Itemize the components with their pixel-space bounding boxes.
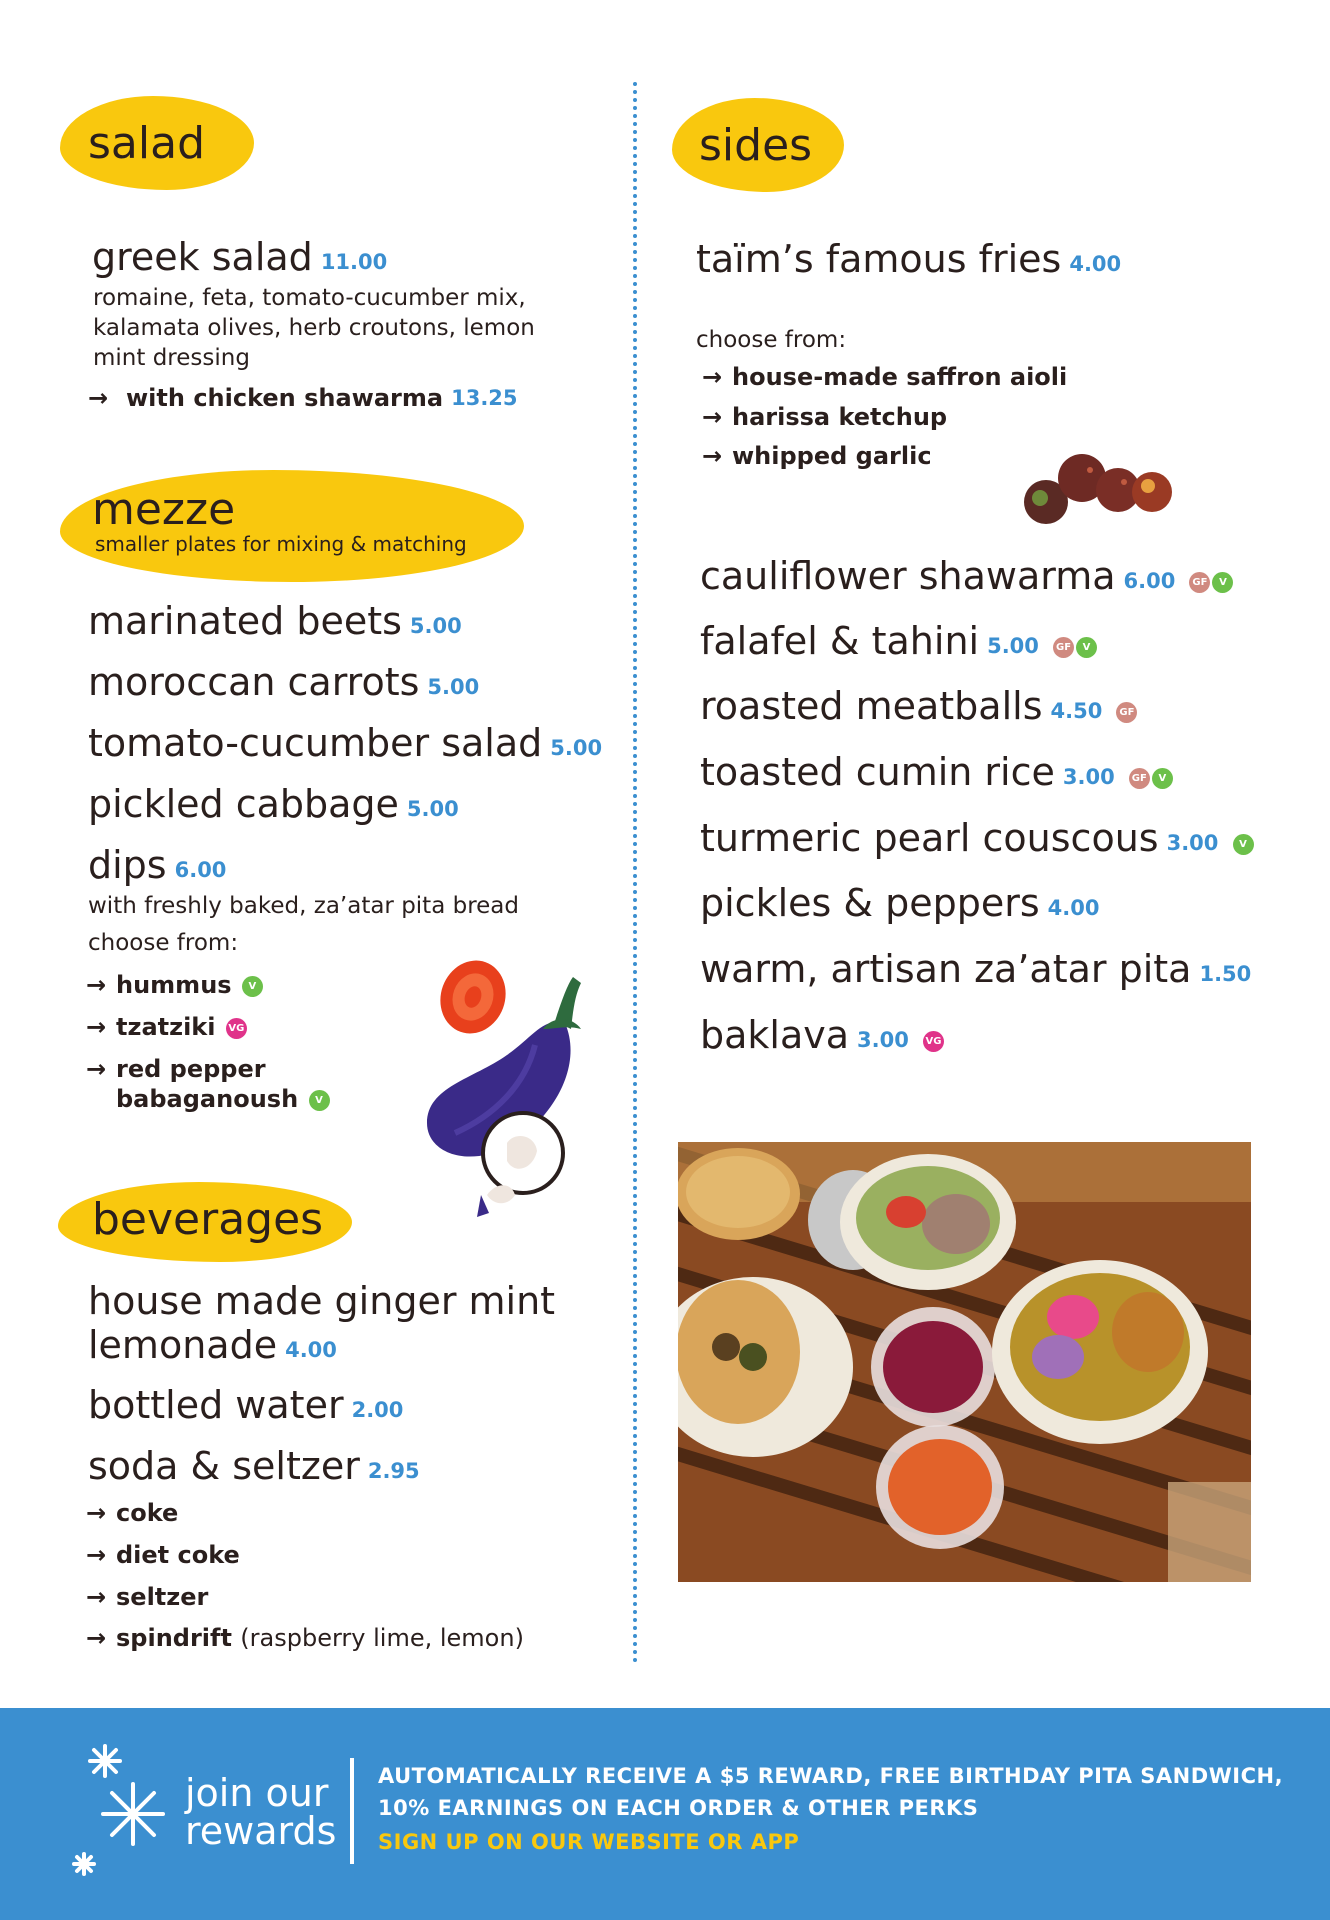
option-label: coke bbox=[116, 1499, 179, 1527]
item-price: 5.00 bbox=[427, 675, 480, 699]
menu-item-roasted-meatballs bbox=[700, 685, 1137, 729]
option-label: tzatziki bbox=[116, 1013, 216, 1041]
menu-item-dips bbox=[88, 844, 226, 888]
menu-item-tomato-cucumber-salad bbox=[88, 722, 602, 766]
item-name: pickled cabbage bbox=[88, 782, 399, 826]
menu-item-pickles-peppers bbox=[700, 882, 1099, 926]
item-price: 3.00 bbox=[1062, 765, 1115, 789]
sparkle-icon bbox=[70, 1744, 180, 1884]
menu-item-pickled-cabbage bbox=[88, 783, 459, 827]
sides-heading: sides bbox=[699, 120, 813, 171]
item-price: 4.00 bbox=[1047, 896, 1100, 920]
menu-item-soda-seltzer bbox=[88, 1445, 420, 1489]
vegetarian-badge-icon: V bbox=[242, 976, 263, 997]
arrow-icon: → bbox=[86, 1541, 107, 1569]
soda-option-coke bbox=[86, 1498, 178, 1528]
rewards-banner bbox=[0, 1708, 1330, 1920]
item-price: 2.00 bbox=[351, 1398, 404, 1422]
item-name: roasted meatballs bbox=[700, 684, 1043, 728]
menu-item-bottled-water bbox=[88, 1384, 403, 1428]
item-price: 3.00 bbox=[1166, 831, 1219, 855]
gluten-free-badge-icon: GF bbox=[1053, 637, 1074, 658]
column-divider bbox=[633, 82, 637, 1664]
vegetarian-badge-icon: V bbox=[1212, 572, 1233, 593]
rewards-text-line2: 10% EARNINGS ON EACH ORDER & OTHER PERKS bbox=[378, 1796, 979, 1820]
vegan-badge-icon: VG bbox=[923, 1031, 944, 1052]
item-name: dips bbox=[88, 843, 167, 887]
menu-item-falafel-tahini bbox=[700, 620, 1097, 664]
beverages-heading: beverages bbox=[92, 1194, 324, 1245]
option-label: house-made saffron aioli bbox=[732, 363, 1068, 391]
fries-choose-label: choose from: bbox=[696, 327, 847, 353]
mezze-heading: mezze bbox=[92, 484, 236, 535]
item-name: bottled water bbox=[88, 1383, 344, 1427]
rewards-text-line1: AUTOMATICALLY RECEIVE A $5 REWARD, FREE BIRTHDAY PITA SANDWICH, bbox=[378, 1764, 1284, 1788]
arrow-icon: → bbox=[86, 1055, 107, 1083]
item-name-line1: house made ginger mint bbox=[88, 1279, 556, 1323]
dip-option-tzatziki bbox=[86, 1012, 247, 1042]
fries-option-saffron-aioli bbox=[702, 362, 1067, 392]
falafel-meatballs-illustration bbox=[1020, 450, 1180, 530]
rewards-title-line1: join our bbox=[185, 1771, 329, 1815]
item-price: 5.00 bbox=[550, 736, 603, 760]
addon-label: with chicken shawarma bbox=[126, 384, 444, 412]
option-label: red pepper bbox=[116, 1055, 266, 1083]
menu-item-cauliflower-shawarma bbox=[700, 555, 1233, 599]
item-name: baklava bbox=[700, 1013, 850, 1057]
option-label-line2: babaganoush bbox=[116, 1085, 299, 1113]
menu-item-turmeric-pearl-couscous bbox=[700, 817, 1254, 861]
menu-item-moroccan-carrots bbox=[88, 661, 479, 705]
gluten-free-badge-icon: GF bbox=[1116, 702, 1137, 723]
addon-chicken-shawarma bbox=[88, 383, 518, 413]
arrow-icon: → bbox=[88, 384, 109, 412]
mushroom-icon bbox=[477, 1113, 563, 1217]
item-name: turmeric pearl couscous bbox=[700, 816, 1159, 860]
vegetarian-badge-icon: V bbox=[309, 1090, 330, 1111]
dip-option-babaganoush bbox=[86, 1054, 330, 1114]
item-price: 5.00 bbox=[987, 634, 1039, 658]
item-name: cauliflower shawarma bbox=[700, 554, 1116, 598]
item-name: soda & seltzer bbox=[88, 1444, 360, 1488]
item-name: falafel & tahini bbox=[700, 619, 980, 663]
greek-salad-description: romaine, feta, tomato-cucumber mix, kalamata olives, herb croutons, lemon mint dressing bbox=[93, 285, 535, 371]
item-price: 5.00 bbox=[406, 797, 459, 821]
item-name: tomato-cucumber salad bbox=[88, 721, 543, 765]
option-label: seltzer bbox=[116, 1583, 209, 1611]
item-name-line2: lemonade bbox=[88, 1322, 278, 1367]
dip-option-hummus bbox=[86, 970, 263, 1000]
menu-item-marinated-beets bbox=[88, 600, 462, 644]
item-name: marinated beets bbox=[88, 599, 402, 643]
tomato-icon bbox=[430, 955, 515, 1043]
vegetarian-badge-icon: V bbox=[1076, 637, 1097, 658]
item-price: 4.00 bbox=[285, 1337, 337, 1362]
arrow-icon: → bbox=[86, 1624, 107, 1652]
rewards-title bbox=[185, 1771, 337, 1853]
arrow-icon: → bbox=[86, 971, 107, 999]
item-name: taïm’s famous fries bbox=[696, 237, 1062, 281]
menu-item-baklava bbox=[700, 1014, 944, 1058]
item-name: moroccan carrots bbox=[88, 660, 420, 704]
vegan-badge-icon: VG bbox=[226, 1018, 247, 1039]
vegetarian-badge-icon: V bbox=[1152, 768, 1173, 789]
item-price: 5.00 bbox=[409, 614, 462, 638]
arrow-icon: → bbox=[86, 1583, 107, 1611]
item-name: warm, artisan za’atar pita bbox=[700, 947, 1192, 991]
soda-option-spindrift bbox=[86, 1623, 524, 1653]
item-price: 1.50 bbox=[1199, 962, 1252, 986]
item-price: 11.00 bbox=[320, 250, 388, 274]
option-label: spindrift bbox=[116, 1624, 232, 1652]
menu-item-ginger-mint-lemonade bbox=[88, 1280, 558, 1367]
item-price: 6.00 bbox=[174, 858, 227, 882]
menu-item-greek-salad bbox=[92, 236, 387, 280]
mezze-subheading: smaller plates for mixing & matching bbox=[95, 532, 467, 556]
menu-item-famous-fries bbox=[696, 238, 1121, 282]
arrow-icon: → bbox=[86, 1013, 107, 1041]
dips-description: with freshly baked, za’atar pita bread bbox=[88, 893, 520, 919]
salad-heading: salad bbox=[88, 118, 206, 169]
menu-item-toasted-cumin-rice bbox=[700, 751, 1173, 795]
option-label: hummus bbox=[116, 971, 232, 999]
soda-option-diet-coke bbox=[86, 1540, 240, 1570]
option-label: whipped garlic bbox=[732, 442, 932, 470]
menu-item-zaatar-pita bbox=[700, 948, 1251, 992]
dips-choose-label: choose from: bbox=[88, 930, 239, 956]
food-photo-illustration bbox=[678, 1142, 1251, 1582]
rewards-signup-link[interactable]: SIGN UP ON OUR WEBSITE OR APP bbox=[378, 1830, 800, 1854]
tomato-eggplant-illustration bbox=[415, 955, 585, 1235]
gluten-free-badge-icon: GF bbox=[1129, 768, 1150, 789]
option-label: diet coke bbox=[116, 1541, 240, 1569]
vegetarian-badge-icon: V bbox=[1233, 834, 1254, 855]
soda-option-seltzer bbox=[86, 1582, 208, 1612]
addon-price: 13.25 bbox=[451, 386, 518, 410]
item-name: pickles & peppers bbox=[700, 881, 1040, 925]
item-price: 2.95 bbox=[367, 1459, 420, 1483]
fries-option-whipped-garlic bbox=[702, 441, 932, 471]
gluten-free-badge-icon: GF bbox=[1189, 572, 1210, 593]
item-price: 4.00 bbox=[1069, 252, 1122, 276]
item-price: 6.00 bbox=[1123, 569, 1176, 593]
arrow-icon: → bbox=[702, 442, 723, 470]
item-name: toasted cumin rice bbox=[700, 750, 1055, 794]
item-price: 4.50 bbox=[1050, 699, 1103, 723]
item-price: 3.00 bbox=[857, 1028, 909, 1052]
arrow-icon: → bbox=[702, 363, 723, 391]
arrow-icon: → bbox=[702, 403, 723, 431]
option-note: (raspberry lime, lemon) bbox=[240, 1624, 524, 1652]
rewards-divider bbox=[350, 1758, 354, 1864]
arrow-icon: → bbox=[86, 1499, 107, 1527]
food-photo bbox=[678, 1142, 1251, 1582]
rewards-title-line2: rewards bbox=[185, 1809, 337, 1853]
option-label: harissa ketchup bbox=[732, 403, 948, 431]
item-name: greek salad bbox=[92, 235, 313, 279]
fries-option-harissa-ketchup bbox=[702, 402, 947, 432]
